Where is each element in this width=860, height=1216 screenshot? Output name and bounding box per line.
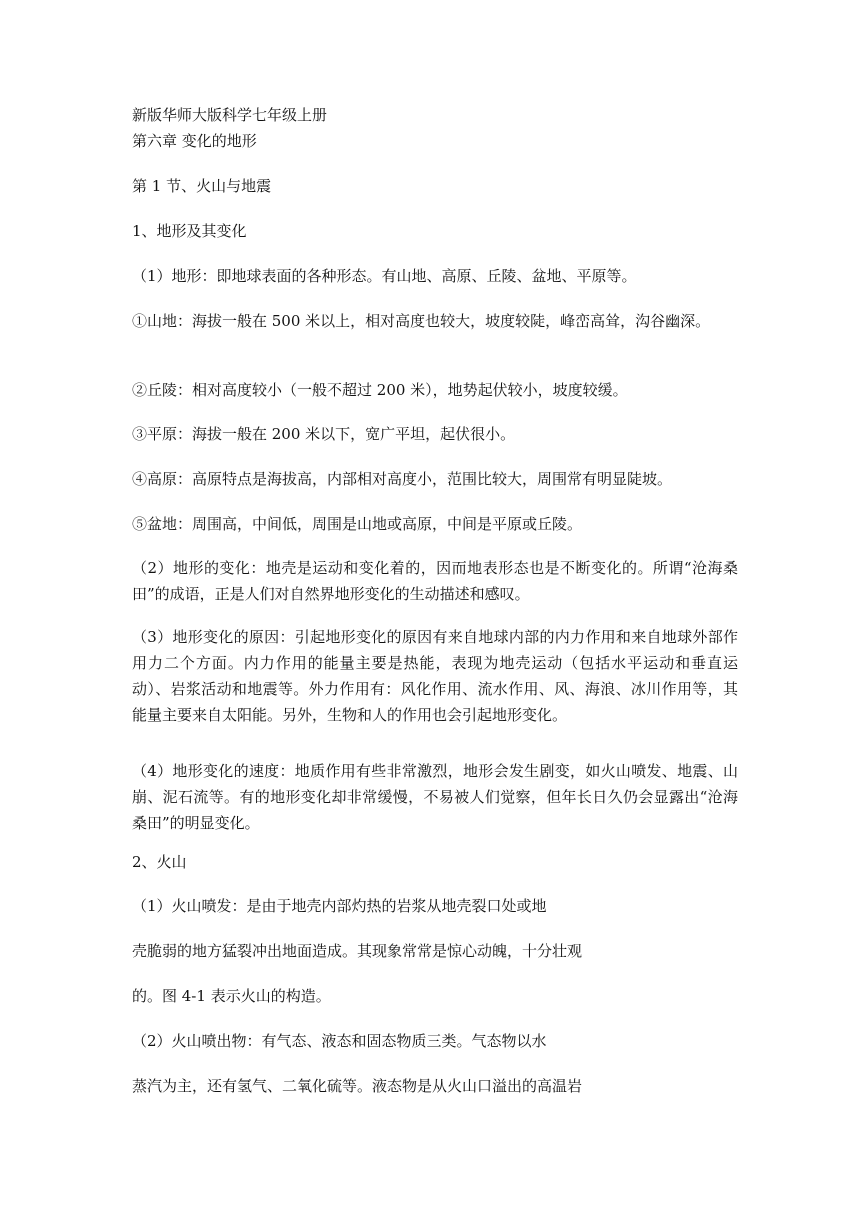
paragraph-change-speed: （4）地形变化的速度：地质作用有些非常激烈，地形会发生剧变，如火山喷发、地震、山崩、泥石流等。有的地形变化却非常缓慢，不易被人们觉察，但年长日久仍会显露出“沧海桑田”的明显变化。	[132, 762, 738, 832]
ejecta-line-2: 蒸汽为主，还有氢气、二氧化硫等。液态物是从火山口溢出的高温岩	[132, 1077, 583, 1095]
paragraph-hill: ②丘陵：相对高度较小（一般不超过 200 米），地势起伏较小，坡度较缓。	[132, 381, 628, 399]
chapter-title: 第六章 变化的地形	[132, 132, 257, 150]
eruption-line-2: 壳脆弱的地方猛裂冲出地面造成。其现象常常是惊心动魄，十分壮观	[132, 942, 583, 960]
paragraph-plateau: ④高原：高原特点是海拔高，内部相对高度小，范围比较大，周围常有明显陡坡。	[132, 470, 673, 488]
ejecta-line-1: （2）火山喷出物：有气态、液态和固态物质三类。气态物以水	[132, 1032, 547, 1050]
section-title: 第 1 节、火山与地震	[132, 177, 272, 195]
book-title: 新版华师大版科学七年级上册	[132, 106, 328, 124]
paragraph-plain: ③平原：海拔一般在 200 米以下，宽广平坦，起伏很小。	[132, 425, 516, 443]
eruption-line-3: 的。图 4-1 表示火山的构造。	[132, 987, 331, 1005]
paragraph-basin: ⑤盆地：周围高，中间低，周围是山地或高原，中间是平原或丘陵。	[132, 515, 583, 533]
eruption-line-1: （1）火山喷发：是由于地壳内部灼热的岩浆从地壳裂口处或地	[132, 897, 547, 915]
paragraph-landform-definition: （1）地形：即地球表面的各种形态。有山地、高原、丘陵、盆地、平原等。	[132, 267, 637, 285]
paragraph-mountain: ①山地：海拔一般在 500 米以上，相对高度也较大，坡度较陡，峰峦高耸，沟谷幽深。	[132, 312, 711, 330]
heading-landform-changes: 1、地形及其变化	[132, 222, 247, 240]
paragraph-change-causes: （3）地形变化的原因：引起地形变化的原因有来自地球内部的内力作用和来自地球外部作用力二个方面。内力作用的能量主要是热能，表现为地壳运动（包括水平运动和垂直运动）、岩浆活动和地震等。外力作用有：风化作用、流水作用、风、海浪、冰川作用等，其能量主要来自太阳能。另外，生物和人的作用也会引起地形变化。	[132, 628, 738, 724]
paragraph-landform-change: （2）地形的变化：地壳是运动和变化着的，因而地表形态也是不断变化的。所谓“沧海桑田”的成语，正是人们对自然界地形变化的生动描述和感叹。	[132, 559, 738, 603]
heading-volcano: 2、火山	[132, 853, 187, 871]
